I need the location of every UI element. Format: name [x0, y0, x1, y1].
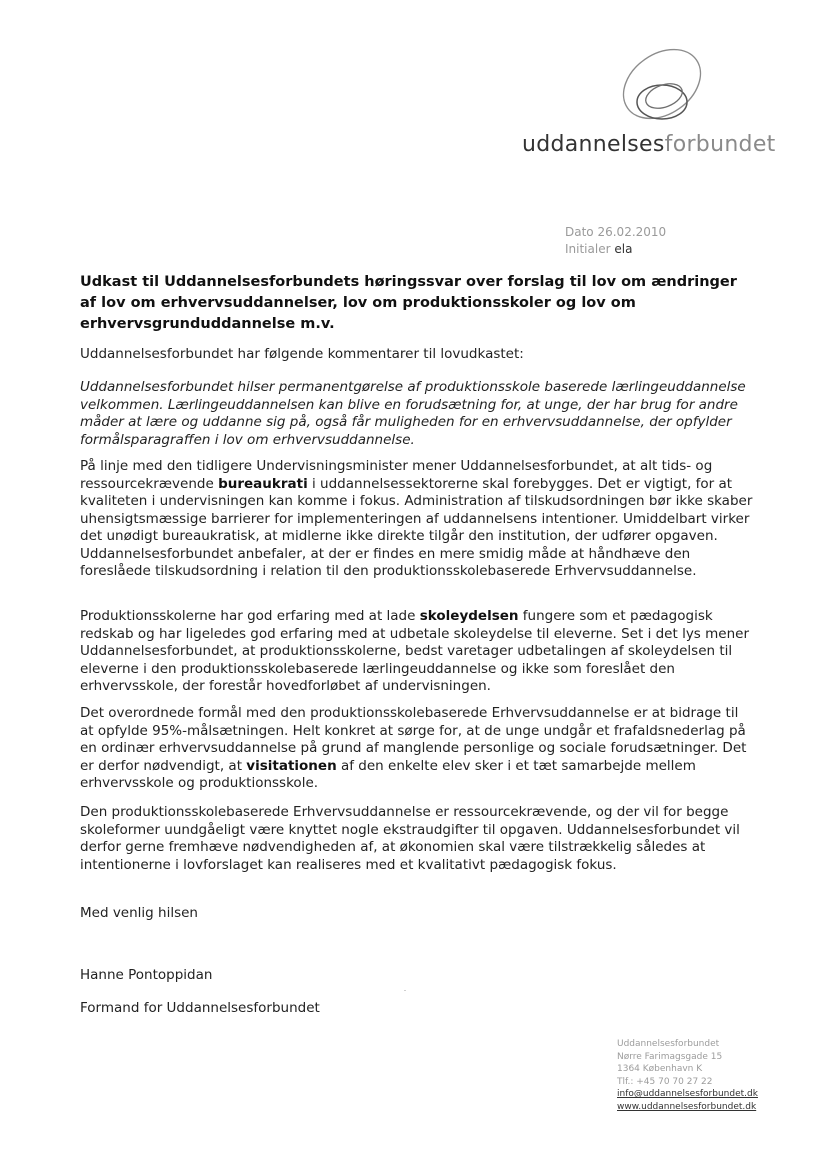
initials-label: Initialer	[565, 242, 611, 256]
keyword-bureaukrati: bureaukrati	[218, 475, 308, 492]
footer-city: 1364 København K	[617, 1064, 703, 1075]
paragraph-visitation	[80, 705, 755, 793]
paragraph-text: fungere som et pædagogisk redskab og har ligeledes god erfaring med at udbetale skoleydelse til eleverne. Set i det lys mener Uddannelsesforbundet, at produktionsskolerne, bedst varetager udbetalingen af skoleydelsen til eleverne i den produktionsskolebaserede lærlingeuddannelse og ikke som foreslået den erhvervsskole, der forestår hovedforløbet af undervisningen.	[80, 608, 750, 694]
paragraph-bureaucracy	[80, 458, 755, 581]
date-label: Dato	[565, 225, 594, 239]
intro-paragraph: Uddannelsesforbundet har følgende kommentarer til lovudkastet:	[80, 346, 524, 362]
date-value: 26.02.2010	[597, 225, 667, 239]
logo-ellipses-icon	[600, 40, 720, 130]
letter-title: Udkast til Uddannelsesforbundets høringssvar over forslag til lov om ændringer af lov om erhvervsuddannelser, lov om produktionsskoler og lov om erhvervsgrunduddannelse m.v.	[80, 274, 737, 332]
paragraph-text: På linje med den tidligere Undervisningsminister mener Uddannelsesforbundet, at alt tids- og ressourcekrævende	[80, 458, 713, 492]
scan-speck	[404, 990, 406, 991]
logo-wordmark-dark: uddannelses	[522, 132, 665, 157]
initials-value: ela	[614, 242, 633, 256]
paragraph-text: Produktionsskolerne har god erfaring med at lade	[80, 608, 420, 624]
footer-phone: Tlf.: +45 70 70 27 22	[617, 1076, 713, 1087]
logo-wordmark	[522, 132, 776, 157]
signer-role: Formand for Uddannelsesforbundet	[80, 1000, 320, 1016]
footer-street: Nørre Farimagsgade 15	[617, 1051, 723, 1062]
closing-greeting: Med venlig hilsen	[80, 905, 198, 921]
letter-meta	[565, 224, 666, 258]
keyword-skoleydelsen: skoleydelsen	[419, 608, 519, 624]
paragraph-economy: Den produktionsskolebaserede Erhvervsuddannelse er ressourcekrævende, og der vil for begge skoleformer uundgåeligt være knyttet nogle ekstraudgifter til opgaven. Uddannelsesforbundet vil derfor gerne fremhæve nødvendigheden af, at økonomien skal være tilstrækkelig således at intentionerne i lovforslaget kan realiseres med et kvalitativt pædagogisk fokus.	[80, 804, 740, 873]
quote-paragraph: Uddannelsesforbundet hilser permanentgørelse af produktionsskole baserede lærlingeuddannelse velkommen. Lærlingeuddannelsen kan blive en forudsætning for, at unge, der har brug for andre måder at lære og uddanne sig på, også får muligheden for en erhvervsuddannelse, der opfylder formålsparagraffen i lov om erhvervsuddannelse.	[80, 379, 746, 448]
footer-email-link[interactable]: info@uddannelsesforbundet.dk	[617, 1089, 758, 1100]
date-line	[565, 224, 666, 241]
initials-line	[565, 241, 666, 258]
logo-wordmark-light: forbundet	[664, 132, 776, 157]
footer-org: Uddannelsesforbundet	[617, 1039, 720, 1049]
footer-address	[617, 1038, 758, 1114]
paragraph-text: af den enkelte elev sker i et tæt samarbejde mellem erhvervsskole og produktionsskole.	[80, 757, 696, 791]
footer-web-link[interactable]: www.uddannelsesforbundet.dk	[617, 1101, 757, 1112]
paragraph-text: Det overordnede formål med den produktionsskolebaserede Erhvervsuddannelse er at bidrage til at opfylde 95%-målsætningen. Helt konkret at sørge for, at de unge undgår et frafaldsnederlag på en ordinær erhvervsuddannelse på grund af manglende personlige og sociale forudsætninger. Det er derfor nødvendigt, at	[80, 705, 747, 774]
signer-name: Hanne Pontoppidan	[80, 967, 213, 983]
paragraph-text: i uddannelsessektorerne skal forebygges. Det er vigtigt, for at kvaliteten i undervisningen kan komme i fokus. Administration af tilskudsordningen bør ikke skaber uhensigtsmæssige barrierer for implementeringen af uddannelsens intentioner. Umiddelbart virker det unødigt bureaukratisk, at midlerne ikke direkte tilgår den institution, der udfører opgaven. Uddannelsesforbundet anbefaler, at der er findes en mere smidig måde at håndhæve den foreslåede tilskudsordning i relation til den produktionsskolebaserede Erhvervsuddannelse.	[80, 475, 753, 579]
paragraph-school-allowance	[80, 608, 755, 696]
keyword-visitationen: visitationen	[246, 757, 337, 774]
